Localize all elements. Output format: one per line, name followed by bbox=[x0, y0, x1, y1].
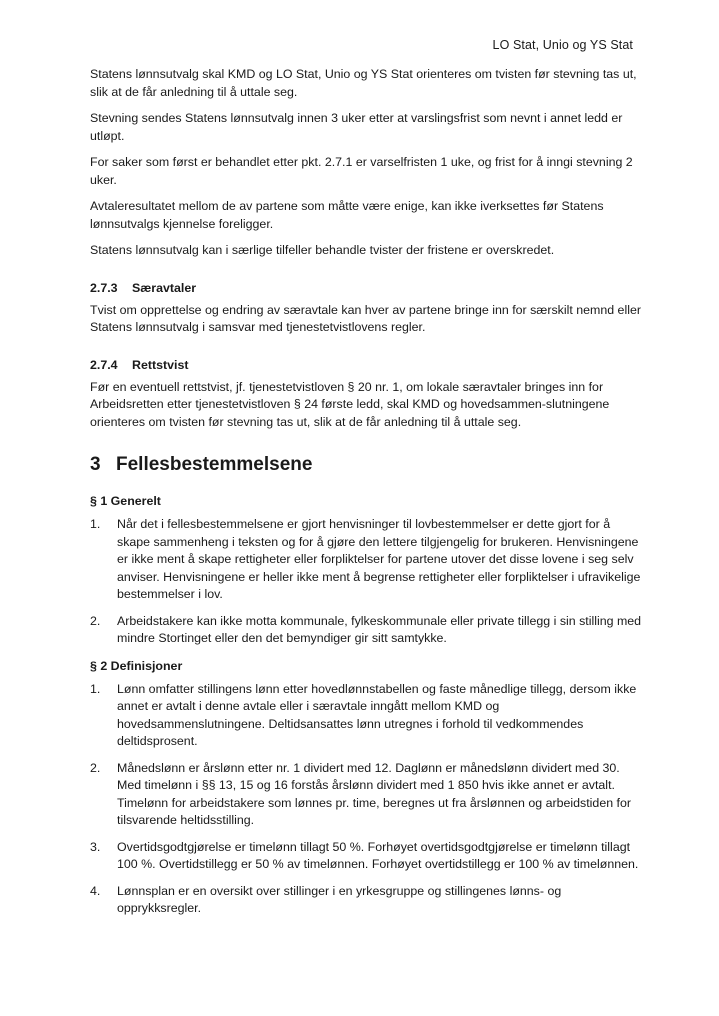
list-item bbox=[90, 681, 646, 751]
item-number: 1. bbox=[90, 517, 101, 531]
chapter-number: 3 bbox=[90, 454, 101, 475]
section-heading-saeravtaler bbox=[90, 280, 646, 297]
item-text: Arbeidstakere kan ikke motta kommunale, fylkeskommunale eller private tillegg i sin stilling med mindre Stortinget eller den det bemyndiger gir sitt samtykke. bbox=[117, 613, 642, 645]
paragraph-heading-generelt: § 1 Generelt bbox=[90, 494, 161, 508]
list-item bbox=[90, 883, 646, 918]
section-number: 2.7.4 bbox=[90, 357, 118, 372]
item-text: Når det i fellesbestemmelsene er gjort henvisninger til lovbestemmelser er dette gjort for å skape sammenheng i teksten og for å gjøre den lettere tilgjengelig for brukeren. Henvisningene er ikke ment å skape rettigheter eller forpliktelser for partene utover det disse lovene i seg selv anviser. Henvisningene er heller ikke ment å begrense rettigheter eller forpliktelser i ufravikelige bestemmelser i lov. bbox=[117, 517, 641, 601]
list-item bbox=[90, 839, 646, 874]
intro-paragraph: For saker som først er behandlet etter pkt. 2.7.1 er varselfristen 1 uke, og frist for å inngi stevning 2 uker. bbox=[90, 155, 633, 187]
item-number: 2. bbox=[90, 760, 101, 775]
item-number: 4. bbox=[90, 883, 101, 898]
paragraph-heading-definisjoner: § 2 Definisjoner bbox=[90, 658, 183, 673]
numbered-list bbox=[90, 516, 646, 648]
list-item bbox=[90, 516, 646, 604]
intro-paragraph: Statens lønnsutvalg skal KMD og LO Stat, Unio og YS Stat orienteres om tvisten før stevning tas ut, slik at de får anledning til å uttale seg. bbox=[90, 67, 637, 99]
running-header: LO Stat, Unio og YS Stat bbox=[492, 38, 633, 52]
section-title: Særavtaler bbox=[132, 280, 197, 295]
section-paragraph: Tvist om opprettelse og endring av særavtale kan hver av partene bringe inn for særskilt nemnd eller Statens lønnsutvalg i samsvar med tjenestetvistlovens regler. bbox=[90, 302, 641, 334]
intro-paragraph: Statens lønnsutvalg kan i særlige tilfeller behandle tvister der fristene er overskredet. bbox=[90, 243, 555, 257]
page-content bbox=[90, 66, 646, 927]
item-number: 1. bbox=[90, 681, 101, 696]
item-number: 3. bbox=[90, 839, 101, 854]
item-text: Overtidsgodtgjørelse er timelønn tillagt 50 %. Forhøyet overtidsgodtgjørelse er timelønn tillagt 100 %. Overtidstillegg er 50 % av timelønnen. Forhøyet overtidstillegg er 100 % av timelønnen. bbox=[117, 839, 639, 871]
item-text: Lønn omfatter stillingens lønn etter hovedlønnstabellen og faste månedlige tillegg, dersom ikke annet er avtalt i denne avtale eller i særavtale inngått mellom KMD og hovedsammenslutningene. Deltidsansattes lønn utregnes i forhold til vedkommendes deltidsprosent. bbox=[117, 681, 637, 748]
intro-paragraph: Stevning sendes Statens lønnsutvalg innen 3 uker etter at varslingsfrist som nevnt i annet ledd er utløpt. bbox=[90, 111, 623, 143]
chapter-title: Fellesbestemmelsene bbox=[116, 454, 313, 475]
item-text: Lønnsplan er en oversikt over stillinger i en yrkesgruppe og stillingenes lønns- og opprykksregler. bbox=[117, 883, 562, 915]
section-heading-rettstvist bbox=[90, 357, 646, 374]
item-text: Månedslønn er årslønn etter nr. 1 dividert med 12. Daglønn er månedslønn dividert med 30. Med timelønn i §§ 13, 15 og 16 forstås årslønn dividert med 1 850 hvis ikke annet er avtalt. Timelønn for arbeidstakere som lønnes pr. time, beregnes ut fra årslønnen og arbeidstiden for tilsvarende heltidsstilling. bbox=[117, 760, 631, 827]
list-item bbox=[90, 760, 646, 830]
item-number: 2. bbox=[90, 613, 101, 628]
numbered-list bbox=[90, 681, 646, 918]
section-title: Rettstvist bbox=[132, 357, 189, 372]
intro-paragraph: Avtaleresultatet mellom de av partene som måtte være enige, kan ikke iverksettes før Statens lønnsutvalgs kjennelse foreligger. bbox=[90, 199, 604, 231]
chapter-heading bbox=[90, 453, 646, 477]
section-number: 2.7.3 bbox=[90, 280, 118, 295]
list-item bbox=[90, 613, 646, 648]
section-paragraph: Før en eventuell rettstvist, jf. tjenestetvistloven § 20 nr. 1, om lokale særavtaler bringes inn for Arbeidsretten etter tjenestetvistloven § 24 første ledd, skal KMD og hovedsammen-slutningene orienteres om tvisten før stevning tas ut, slik at de får anledning til å uttale seg. bbox=[90, 379, 610, 429]
